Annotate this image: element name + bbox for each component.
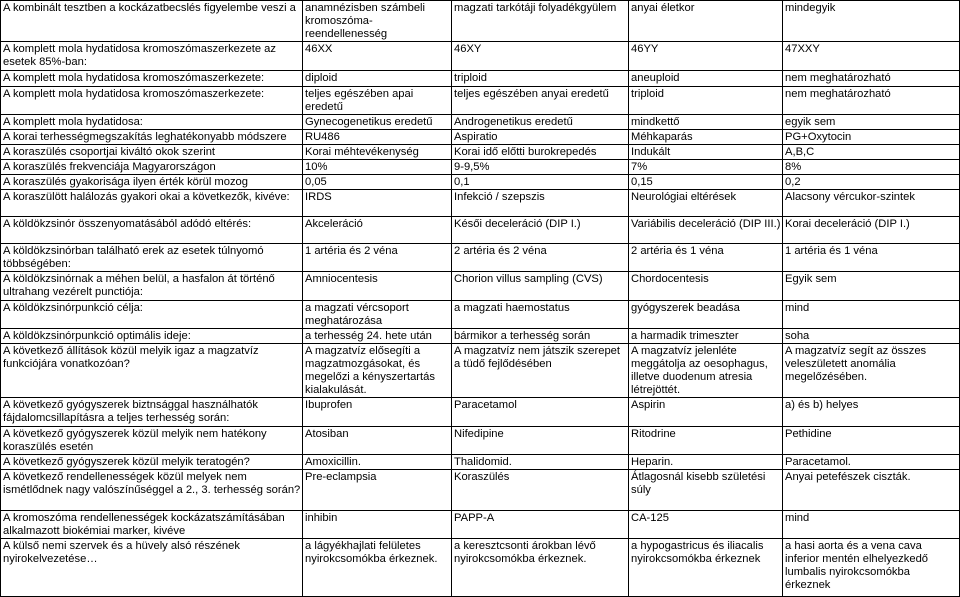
question-cell: A korai terhességmegszakítás leghatékonyabb módszere: [1, 130, 303, 145]
table-row: [1, 398, 960, 427]
answer-cell: anyai életkor: [629, 1, 783, 42]
answer-cell: nem meghatározható: [783, 71, 960, 87]
answer-cell: a magzati vércsoport meghatározása: [303, 301, 452, 329]
answer-cell: 1 artéria és 2 véna: [303, 244, 452, 272]
question-cell: A kombinált tesztben a kockázatbecslés figyelembe veszi a: [1, 1, 303, 42]
table-row: [1, 115, 960, 130]
table-row: [1, 539, 960, 597]
question-cell: A kromoszóma rendellenességek kockázatszámításában alkalmazott biokémiai marker, kivéve: [1, 511, 303, 539]
answer-cell: 8%: [783, 160, 960, 175]
answer-cell: 1 artéria és 1 véna: [783, 244, 960, 272]
answer-cell: Átlagosnál kisebb születési súly: [629, 470, 783, 511]
answer-cell: Androgenetikus eredetű: [452, 115, 629, 130]
question-cell: A külső nemi szervek és a hüvely alsó részének nyirokelvezetése…: [1, 539, 303, 597]
answer-cell: 2 artéria és 1 véna: [629, 244, 783, 272]
answer-cell: 46YY: [629, 42, 783, 71]
table-row: [1, 71, 960, 87]
answer-cell: mind: [783, 301, 960, 329]
answer-cell: A magzatvíz nem játszik szerepet a tüdő fejlődésében: [452, 344, 629, 398]
question-cell: A koraszülött halálozás gyakori okai a következők, kivéve:: [1, 190, 303, 217]
answer-cell: aneuploid: [629, 71, 783, 87]
answer-cell: 2 artéria és 2 véna: [452, 244, 629, 272]
answer-cell: Neurológiai eltérések: [629, 190, 783, 217]
answer-cell: Anyai petefészek ciszták.: [783, 470, 960, 511]
question-cell: A komplett mola hydatidosa kromoszómaszerkezete:: [1, 87, 303, 115]
answer-cell: bármikor a terhesség során: [452, 329, 629, 344]
answer-cell: Koraszülés: [452, 470, 629, 511]
answer-cell: gyógyszerek beadása: [629, 301, 783, 329]
question-cell: A következő gyógyszerek közül melyik nem hatékony koraszülés esetén: [1, 427, 303, 455]
answer-cell: egyik sem: [783, 115, 960, 130]
answer-cell: a magzati haemostatus: [452, 301, 629, 329]
answer-cell: Amoxicillin.: [303, 455, 452, 470]
answer-cell: Aspiratio: [452, 130, 629, 145]
table-row: [1, 217, 960, 244]
answer-cell: A,B,C: [783, 145, 960, 160]
question-cell: A köldökzsinórpunkció optimális ideje:: [1, 329, 303, 344]
question-cell: A köldökzsinórban található erek az esetek túlnyomó többségében:: [1, 244, 303, 272]
question-cell: A következő állítások közül melyik igaz a magzatvíz funkciójára vonatkozóan?: [1, 344, 303, 398]
answer-cell: 47XXY: [783, 42, 960, 71]
table-row: [1, 427, 960, 455]
answer-cell: Paracetamol: [452, 398, 629, 427]
answer-cell: Chordocentesis: [629, 272, 783, 301]
answer-cell: mindkettő: [629, 115, 783, 130]
answer-cell: teljes egészében anyai eredetű: [452, 87, 629, 115]
answer-cell: Paracetamol.: [783, 455, 960, 470]
table-row: [1, 190, 960, 217]
answer-cell: a harmadik trimeszter: [629, 329, 783, 344]
answer-cell: Nifedipine: [452, 427, 629, 455]
answer-cell: inhibin: [303, 511, 452, 539]
answer-cell: Atosiban: [303, 427, 452, 455]
answer-cell: Késői deceleráció (DIP I.): [452, 217, 629, 244]
answer-cell: nem meghatározható: [783, 87, 960, 115]
answer-cell: a) és b) helyes: [783, 398, 960, 427]
answer-cell: Egyik sem: [783, 272, 960, 301]
answer-cell: A magzatvíz segít az összes veleszületett anomália megelőzésében.: [783, 344, 960, 398]
table-row: [1, 329, 960, 344]
answer-cell: Gynecogenetikus eredetű: [303, 115, 452, 130]
question-cell: A komplett mola hydatidosa:: [1, 115, 303, 130]
answer-cell: a terhesség 24. hete után: [303, 329, 452, 344]
answer-cell: PG+Oxytocin: [783, 130, 960, 145]
answer-cell: mindegyik: [783, 1, 960, 42]
question-cell: A koraszülés csoportjai kiváltó okok szerint: [1, 145, 303, 160]
answer-cell: teljes egészében apai eredetű: [303, 87, 452, 115]
answer-cell: IRDS: [303, 190, 452, 217]
answer-cell: Alacsony vércukor-szintek: [783, 190, 960, 217]
answer-cell: Ritodrine: [629, 427, 783, 455]
question-cell: A komplett mola hydatidosa kromoszómaszerkezete az esetek 85%-ban:: [1, 42, 303, 71]
answer-cell: triploid: [452, 71, 629, 87]
question-cell: A köldökzsinór összenyomatásából adódó eltérés:: [1, 217, 303, 244]
answer-cell: 0,15: [629, 175, 783, 190]
answer-cell: a lágyékhajlati felületes nyirokcsomókba érkeznek.: [303, 539, 452, 597]
table-row: [1, 301, 960, 329]
answer-cell: a hypogastricus és iliacalis nyirokcsomókba érkeznek: [629, 539, 783, 597]
answer-cell: Méhkaparás: [629, 130, 783, 145]
answer-cell: Variábilis deceleráció (DIP III.): [629, 217, 783, 244]
answer-cell: triploid: [629, 87, 783, 115]
answer-cell: magzati tarkótáji folyadékgyülem: [452, 1, 629, 42]
table-row: [1, 145, 960, 160]
answer-cell: Indukált: [629, 145, 783, 160]
answer-cell: soha: [783, 329, 960, 344]
question-cell: A következő gyógyszerek közül melyik teratogén?: [1, 455, 303, 470]
answer-cell: 7%: [629, 160, 783, 175]
answer-cell: a hasi aorta és a vena cava inferior mentén elhelyezkedő lumbalis nyirokcsomókba érkeznek: [783, 539, 960, 597]
question-cell: A koraszülés gyakorisága ilyen érték körül mozog: [1, 175, 303, 190]
answer-cell: CA-125: [629, 511, 783, 539]
question-cell: A komplett mola hydatidosa kromoszómaszerkezete:: [1, 71, 303, 87]
answer-cell: 0,05: [303, 175, 452, 190]
answer-cell: Korai deceleráció (DIP I.): [783, 217, 960, 244]
table-row: [1, 244, 960, 272]
table-row: [1, 42, 960, 71]
table-row: [1, 344, 960, 398]
answer-cell: Thalidomid.: [452, 455, 629, 470]
answer-cell: 46XX: [303, 42, 452, 71]
question-cell: A következő rendellenességek közül melyek nem ismétlődnek nagy valószínűséggel a 2., 3. terhesség során?: [1, 470, 303, 511]
answer-cell: Akceleráció: [303, 217, 452, 244]
table-row: [1, 470, 960, 511]
table-row: [1, 455, 960, 470]
question-cell: A koraszülés frekvenciája Magyarországon: [1, 160, 303, 175]
table-row: [1, 1, 960, 42]
answer-cell: diploid: [303, 71, 452, 87]
table-row: [1, 87, 960, 115]
answer-cell: 0,1: [452, 175, 629, 190]
answer-cell: a keresztcsonti árokban lévő nyirokcsomókba érkeznek.: [452, 539, 629, 597]
answer-cell: Amniocentesis: [303, 272, 452, 301]
table-row: [1, 175, 960, 190]
answer-cell: A magzatvíz jelenléte meggátolja az oesophagus, illetve duodenum atresia létrejöttét.: [629, 344, 783, 398]
answer-cell: A magzatvíz elősegíti a magzatmozgásokat, és megelőzi a kényszertartás kialakulását.: [303, 344, 452, 398]
answer-cell: PAPP-A: [452, 511, 629, 539]
table-row: [1, 272, 960, 301]
answer-cell: Pre-eclampsia: [303, 470, 452, 511]
answer-cell: 9-9,5%: [452, 160, 629, 175]
answer-cell: RU486: [303, 130, 452, 145]
table-row: [1, 160, 960, 175]
answer-cell: Aspirin: [629, 398, 783, 427]
question-cell: A köldökzsinórpunkció célja:: [1, 301, 303, 329]
answer-cell: anamnézisben számbeli kromoszóma-reendellenesség: [303, 1, 452, 42]
answer-cell: 10%: [303, 160, 452, 175]
answer-cell: Korai idő előtti burokrepedés: [452, 145, 629, 160]
table-row: [1, 511, 960, 539]
answer-cell: Infekció / szepszis: [452, 190, 629, 217]
question-cell: A következő gyógyszerek biztnsággal használhatók fájdalomcsillapításra a teljes terhesség során:: [1, 398, 303, 427]
answer-cell: 46XY: [452, 42, 629, 71]
answer-cell: 0,2: [783, 175, 960, 190]
table-row: [1, 130, 960, 145]
answer-cell: Ibuprofen: [303, 398, 452, 427]
answer-cell: Chorion villus sampling (CVS): [452, 272, 629, 301]
answer-cell: mind: [783, 511, 960, 539]
answer-cell: Korai méhtevékenység: [303, 145, 452, 160]
answer-cell: Pethidine: [783, 427, 960, 455]
answer-cell: Heparin.: [629, 455, 783, 470]
question-cell: A köldökzsinórnak a méhen belül, a hasfalon át történő ultrahang vezérelt punctiója:: [1, 272, 303, 301]
